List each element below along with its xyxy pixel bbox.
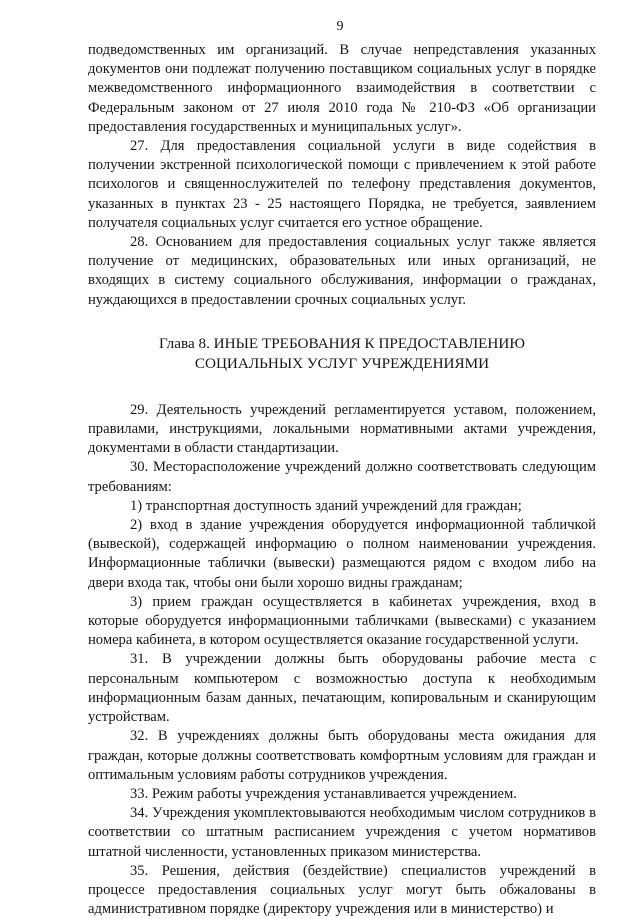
paragraph-continuation: подведомственных им организаций. В случае непредставления указанных документов они подлежат получению поставщиком социальных услуг в порядке межведомственного информационного взаимодействия в соответствии с Федеральным законом от 27 июля 2010 года № 210-ФЗ «Об организации предоставления государственных и муниципальных услуг». (88, 42, 596, 135)
chapter-heading-line-2: СОЦИАЛЬНЫХ УСЛУГ УЧРЕЖДЕНИЯМИ (194, 354, 490, 372)
page-number: 9 (336, 19, 344, 34)
paragraph-30-item-2: 2) вход в здание учреждения оборудуется информационной табличкой (вывеской), содержащей информацию о полном наименовании учреждения. Информационные таблички (вывески) размещаются рядом с входом либо на двери входа так, чтобы они были хорошо видны гражданам; (88, 517, 596, 591)
paragraph-33: 33. Режим работы учреждения устанавливается учреждением. (130, 785, 517, 802)
paragraph-35: 35. Решения, действия (бездействие) специалистов учреждений в процессе предоставления социальных услуг могут быть обжалованы в административном порядке (директору учреждения или в министерство) и (88, 862, 596, 918)
paragraph-30: 30. Месторасположение учреждений должно соответствовать следующим требованиям: (88, 459, 596, 495)
paragraph-29: 29. Деятельность учреждений регламентируется уставом, положением, правилами, инструкциями, локальными нормативными актами учреждения, документами в области стандартизации. (88, 401, 596, 457)
paragraph-34: 34. Учреждения укомплектовываются необходимым числом сотрудников в соответствии со штатным расписанием учреждения с учетом нормативов штатной численности, установленных приказом министерства. (88, 805, 596, 860)
paragraph-30-item-1: 1) транспортная доступность зданий учреждений для граждан; (130, 497, 522, 514)
chapter-heading (88, 334, 596, 374)
paragraph-31: 31. В учреждении должны быть оборудованы рабочие места с персональным компьютером с возможностью доступа к необходимым информационным базам данных, печатающим, копировальным и сканирующим устройствам. (88, 651, 596, 726)
paragraph-27: 27. Для предоставления социальной услуги в виде содействия в получении экстренной психологической помощи с привлечением к этой работе психологов и священнослужителей по телефону представления документов, указанных в пунктах 23 - 25 настоящего Порядка, не требуется, заявлением получателя социальных услуг считается его устное обращение. (88, 138, 596, 231)
paragraph-32: 32. В учреждениях должны быть оборудованы места ожидания для граждан, которые должны соответствовать комфортным условиям для граждан и оптимальным условиям работы сотрудников учреждения. (88, 728, 596, 783)
chapter-heading-line-1: Глава 8. ИНЫЕ ТРЕБОВАНИЯ К ПРЕДОСТАВЛЕНИЮ (159, 334, 525, 352)
paragraph-28: 28. Основанием для предоставления социальных услуг также является получение от медицинских, образовательных или иных организаций, не входящих в систему социального обслуживания, информации о гражданах, нуждающихся в предоставлении срочных социальных услуг. (88, 234, 596, 308)
document-body (88, 41, 596, 919)
paragraph-30-item-3: 3) прием граждан осуществляется в кабинетах учреждения, вход в которые оборудуется информационными табличками (вывесками) с указанием номера кабинета, в котором осуществляется оказание государственной услуги. (88, 593, 596, 649)
